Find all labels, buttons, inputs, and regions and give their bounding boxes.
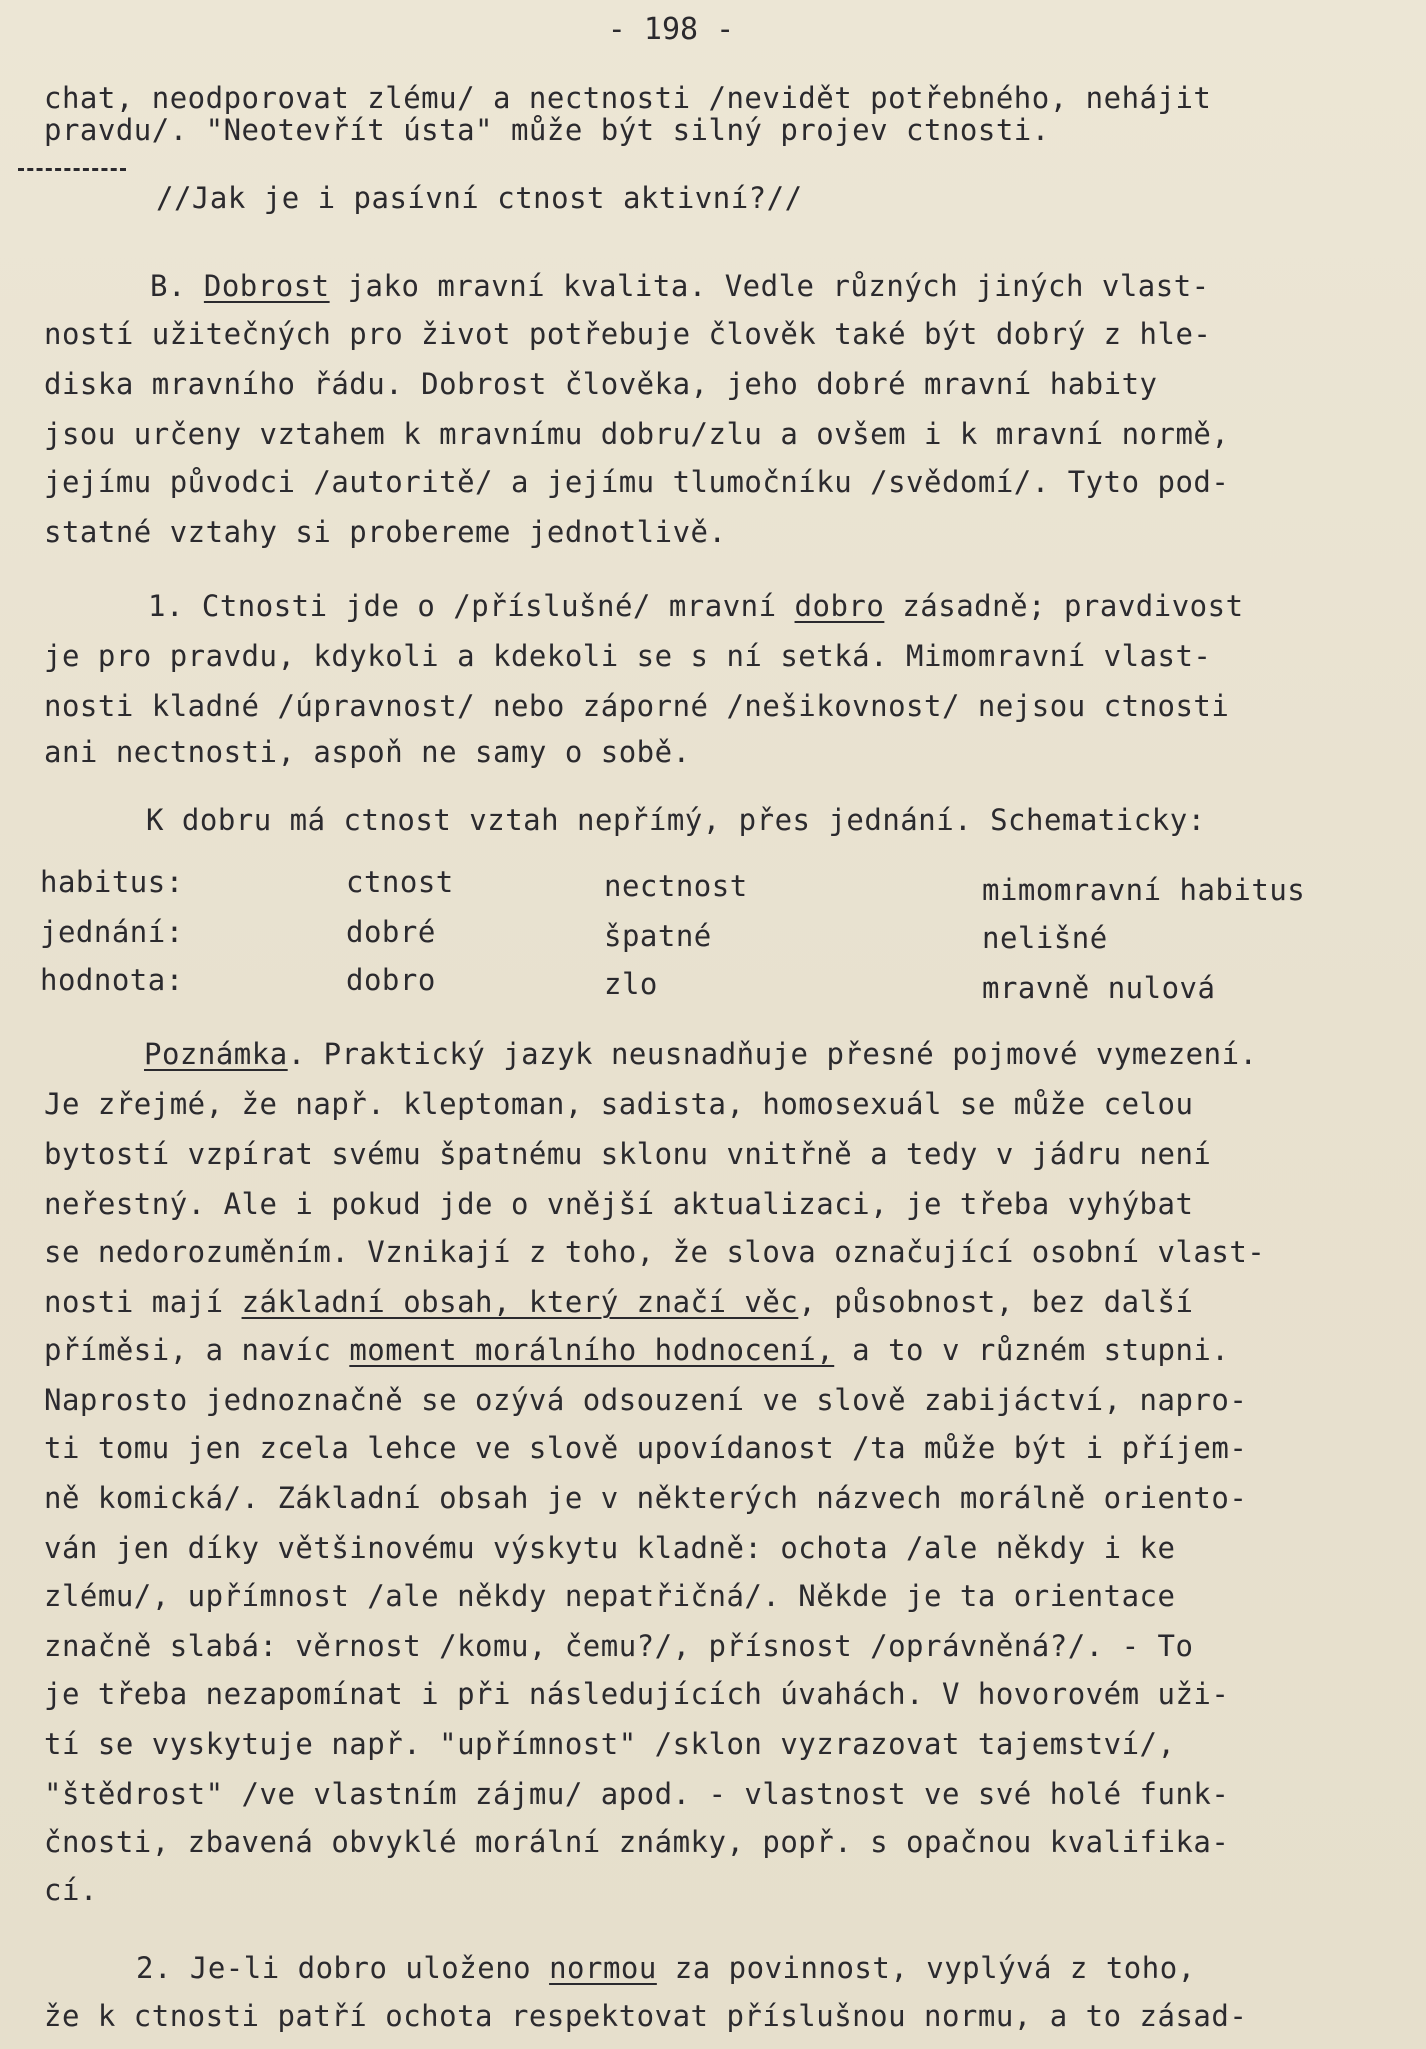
point-2-line: že k ctnosti patří ochota respektovat příslušnou normu, a to zásad- [44,1999,1248,2033]
dashed-mark [18,168,126,171]
note-line: značně slabá: věrnost /komu, čemu?/, přísnost /oprávněná?/. - To [44,1629,1194,1663]
schema-row-label: jednání: [40,915,184,949]
note-line: Naprosto jednoznačně se ozývá odsouzení ve slově zabijáctví, napro- [44,1383,1248,1417]
note-line: neřestný. Ale i pokud jde o vnější aktualizaci, je třeba vyhýbat [44,1187,1194,1221]
note-line: cí. [44,1873,98,1907]
note-line: bytostí vzpírat svému špatnému sklonu vnitřně a tedy v jádru není [44,1137,1212,1171]
point-1-heading [148,582,1244,631]
point-1-line: nosti kladné /úpravnost/ nebo záporné /nešikovnost/ nejsou ctnosti [44,689,1230,723]
section-b-line: diska mravního řádu. Dobrost člověka, jeho dobré mravní habity [44,367,1158,401]
schema-cell: zlo [604,967,658,1001]
note-line-underline-2 [44,1326,1229,1375]
note-first-line: . Praktický jazyk neusnadňuje přesné pojmové vymezení. [287,1037,1258,1071]
section-b-text: jako mravní kvalita. Vedle různých jiných vlast- [329,269,1210,303]
note-underlined-basic-content: základní obsah, který značí věc [241,1285,799,1319]
schema-cell: dobro [346,963,436,997]
note-text: nosti mají [44,1285,242,1319]
note-text: příměsi, a navíc [44,1333,350,1367]
note-line: ti tomu jen zcela lehce ve slově upovídanost /ta může být i příjem- [44,1431,1248,1465]
point-1-post: zásadně; pravdivost [884,589,1244,623]
schema-intro: K dobru má ctnost vztah nepřímý, přes jednání. Schematicky: [146,803,1206,837]
question-line: //Jak je i pasívní ctnost aktivní?// [156,181,803,215]
note-line: Je zřejmé, že např. kleptoman, sadista, homosexuál se může celou [44,1087,1194,1121]
note-title: Poznámka [144,1037,288,1071]
schema-cell: nelišné [982,921,1108,955]
note-text: a to v různém stupni. [834,1333,1230,1367]
point-2-heading [136,1944,1196,1993]
section-b-term: Dobrost [203,269,330,303]
note-line: "štědrost" /ve vlastním zájmu/ apod. - vlastnost ve své holé funk- [44,1777,1230,1811]
note-line: ně komická/. Základní obsah je v některých názvech morálně oriento- [44,1481,1248,1515]
note-line-underline-1 [44,1278,1193,1327]
intro-line: chat, neodporovat zlému/ a nectnosti /nevidět potřebného, nehájit [44,81,1212,115]
schema-cell: špatné [604,919,712,953]
note-line: ván jen díky většinovému výskytu kladně: ochota /ale někdy i ke [44,1531,1176,1565]
section-b-line: jsou určeny vztahem k mravnímu dobru/zlu a ovšem i k mravní normě, [44,417,1230,451]
section-b-line: ností užitečných pro život potřebuje člověk také být dobrý z hle- [44,317,1212,351]
point-1-line: ani nectnosti, aspoň ne samy o sobě. [44,735,691,769]
section-b-prefix: B. [150,269,204,303]
schema-row-label: hodnota: [40,963,184,997]
note-text: , působnost, bez další [798,1285,1194,1319]
schema-cell: ctnost [346,865,454,899]
point-1-line: je pro pravdu, kdykoli a kdekoli se s ní setká. Mimomravní vlast- [44,639,1212,673]
schema-cell: nectnost [604,869,748,903]
note-line: zlému/, upřímnost /ale někdy nepatřičná/. Někde je ta orientace [44,1579,1176,1613]
note-line: tí se vyskytuje např. "upřímnost" /sklon vyzrazovat tajemství/, [44,1727,1176,1761]
schema-cell: mravně nulová [982,971,1216,1005]
schema-cell: mimomravní habitus [982,873,1306,907]
note-line: se nedorozuměním. Vznikají z toho, že slova označující osobní vlast- [44,1235,1266,1269]
point-2-pre: 2. Je-li dobro uloženo [136,1951,550,1985]
section-b-line: statné vztahy si probereme jednotlivě. [44,515,727,549]
schema-row-label: habitus: [40,865,184,899]
note-heading [144,1030,1258,1079]
note-line: je třeba nezapomínat i při následujících úvahách. V hovorovém uži- [44,1677,1230,1711]
page-number: - 198 - [607,12,735,47]
point-1-term: dobro [794,589,885,623]
note-underlined-moral-evaluation: moment morálního hodnocení, [349,1333,835,1367]
section-b-line: jejímu původci /autoritě/ a jejímu tlumočníku /svědomí/. Tyto pod- [44,465,1230,499]
note-line: čnosti, zbavená obvyklé morální známky, popř. s opačnou kvalifika- [44,1825,1230,1859]
point-2-term: normou [549,1951,657,1985]
intro-line: pravdu/. "Neotevřít ústa" může být silný projev ctnosti. [44,113,1050,147]
point-1-pre: 1. Ctnosti jde o /příslušné/ mravní [148,589,795,623]
section-b-heading [150,262,1210,311]
point-2-post: za povinnost, vyplývá z toho, [656,1951,1196,1985]
schema-cell: dobré [346,915,436,949]
